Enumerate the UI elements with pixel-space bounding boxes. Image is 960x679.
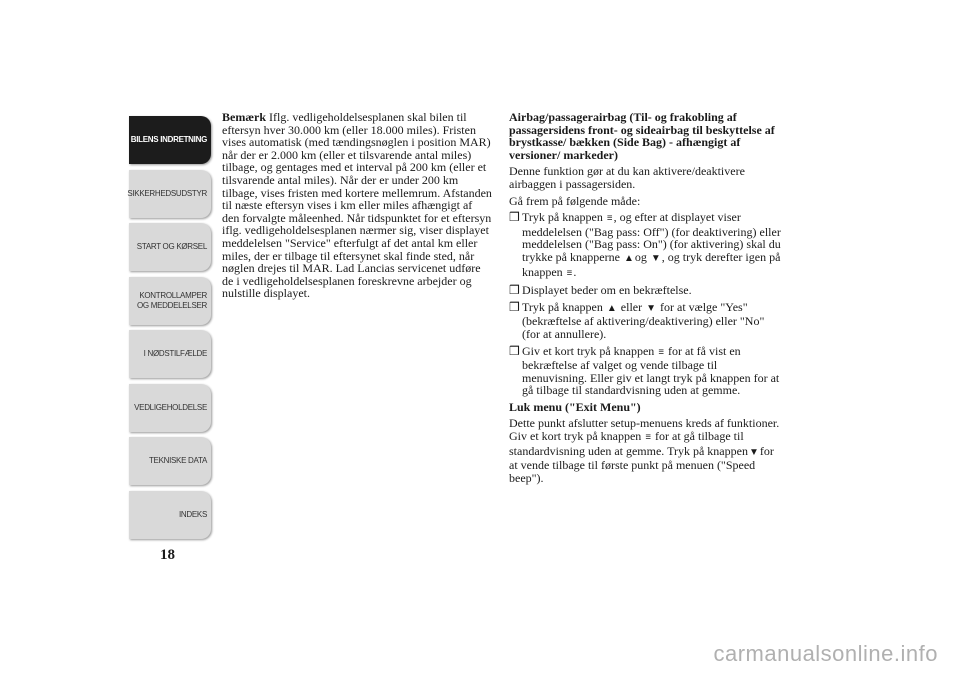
section-tabs [129,116,211,544]
bullet-icon: ❒ [509,210,520,225]
tab-start-og-korsel[interactable] [129,223,211,271]
step-text: Tryk på knappen [522,299,603,314]
list-item [509,301,781,341]
up-button-icon: ▲ [606,302,617,314]
exit-menu-text [509,417,781,484]
step-text: Giv et kort tryk på knappen [522,343,655,358]
column-left [222,111,492,304]
tab-sikkerhedsudstyr[interactable] [129,170,211,218]
menu-button-icon: ≡ [566,267,573,279]
note-text: Iflg. vedligeholdelsesplanen skal bilen til eftersyn hver 30.000 km (eller 18.000 miles). Fristen vises automatisk (med tændingsnøglen i position MAR) når der er 2.000 km (eller et tilsvarende antal miles) tilbage, og gentages med et interval på 200 km (eller et tilsvarende antal miles). Når der er under 200 km tilbage, vises fristen med kortere mellemrum. Afstanden til næste eftersyn vises i km eller miles afhængigt af den forvalgte måleenhed. Når tidspunktet for et eftersyn iflg. vedligeholdelsesplanen nærmer sig, viser displayet meddelelsen "Service" efterfulgt af det antal km eller miles, der er tilbage til eftersynet skal finde sted, når nøglen drejes til MAR. Lad Lancias servicenet udføre de i vedligeholdelsesplanen foreskrevne arbejder og nulstille displayet. [222,110,492,301]
menu-button-icon: ≡ [658,346,665,358]
step-text: og [634,249,647,264]
exit-text: Dette punkt afslutter setup-menuens kreds af funktioner. Giv et kort tryk på knappen [509,416,780,444]
step-text: Tryk på knappen [522,210,603,225]
step-text: eller [620,299,643,314]
watermark: carmanualsonline.info [713,641,938,666]
down-button-icon: ▼ [650,252,661,264]
bullet-icon: ❒ [509,299,520,314]
tab-label: INDEKS [179,509,207,519]
tab-label: TEKNISKE DATA [148,456,207,465]
down-button-icon: ▼ [748,446,759,458]
step-text: . [573,264,577,279]
page-number: 18 [160,547,175,563]
list-item [509,211,781,280]
tab-vedligeholdelse[interactable] [129,384,211,432]
step-text: Displayet beder om en bekræftelse. [522,283,692,298]
tab-label: VEDLIGEHOLDELSE [134,402,207,412]
step-text: for at få vist en bekræftelse af valget og vende tilbage til menuvisning. Eller giv et langt tryk på knappen for at gå tilbage til standardvisning uden at gemme. [522,343,780,398]
exit-menu-heading: Luk menu ("Exit Menu") [509,399,641,414]
tab-indeks[interactable] [129,491,211,539]
step-text: , og tryk derefter igen på knappen [522,249,781,279]
column-right [509,111,781,488]
tab-bilens-indretning[interactable] [129,116,211,164]
up-button-icon: ▲ [623,252,634,264]
tab-i-nodstilfaelde[interactable] [129,330,211,378]
proceed-text: Gå frem på følgende måde: [509,193,641,208]
tab-label: BILENS INDRETNING [130,135,207,144]
step-text: for at vælge "Yes" (bekræftelse af aktivering/deaktivering) eller "No" (for at annullere). [522,299,765,341]
airbag-intro: Denne funktion gør at du kan aktivere/deaktivere airbaggen i passagersiden. [509,164,745,191]
step-text: , og efter at displayet viser meddelelsen ("Bag pass: Off") (for deaktivering) eller meddelelsen ("Bag pass: On") (for aktivering) skal du trykke på knapperne [522,210,781,264]
list-item [509,284,781,297]
exit-text: for at vende tilbage til første punkt på menuen ("Speed beep"). [509,443,774,485]
tab-tekniske-data[interactable] [129,437,211,485]
bullet-icon: ❒ [509,283,520,298]
exit-text: for at gå tilbage til standardvisning uden at gemme. Tryk på knappen [509,429,748,458]
tab-kontrollamper[interactable] [129,277,211,325]
list-item [509,345,781,397]
bullet-icon: ❒ [509,343,520,358]
down-button-icon: ▼ [646,302,657,314]
tab-label: START OG KØRSEL [136,242,207,251]
note-label: Bemærk [222,110,266,124]
tab-label: I NØDSTILFÆLDE [143,349,207,358]
service-note [222,111,492,300]
menu-button-icon: ≡ [645,432,652,444]
tab-label: SIKKERHEDSUDSTYR [127,188,207,198]
tab-label: KONTROLLAMPER OG MEDDELELSER [136,290,207,310]
airbag-heading: Airbag/passagerairbag (Til- og frakobling af passagersidens front- og sideairbag til beskyttelse af brystkasse/ bækken (Side Bag) - afhængigt af versioner/ markeder) [509,110,775,162]
menu-button-icon: ≡ [606,213,613,225]
